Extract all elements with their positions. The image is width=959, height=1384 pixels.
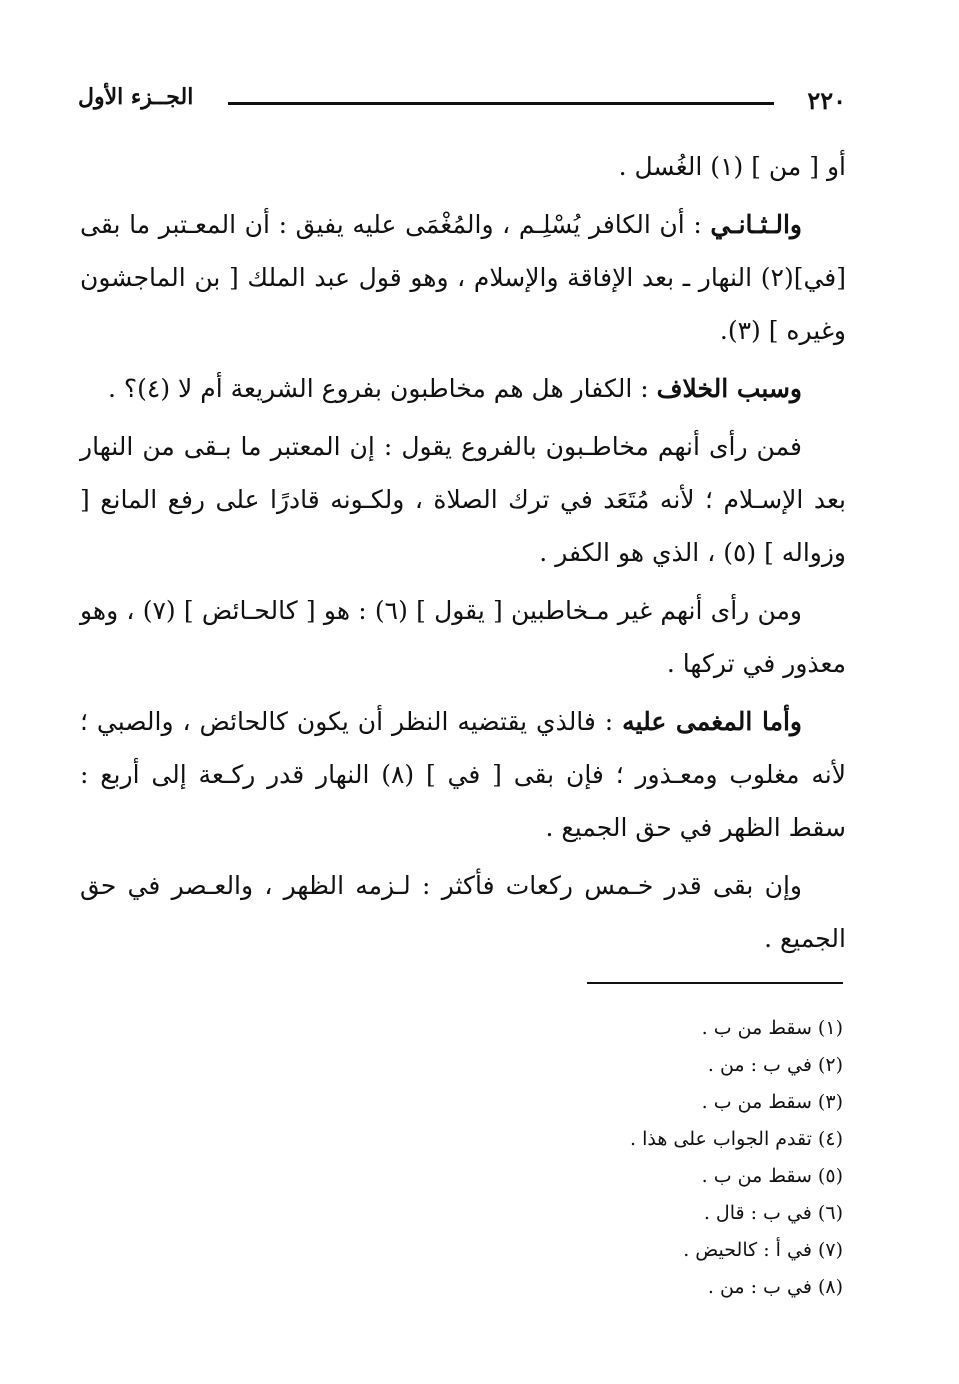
paragraph-lead: والـثـانـي <box>710 210 802 239</box>
paragraph-text: ومن رأى أنهم غير مـخاطبين [ يقول ] (٦) : هو [ كالحـائض ] (٧) ، وهو معذور في تركها . <box>80 596 846 678</box>
paragraph <box>80 140 846 193</box>
footnote-item: (٣) سقط من ب . <box>701 1091 843 1113</box>
paragraph-lead: وأما المغمى عليه <box>622 707 802 736</box>
paragraph <box>80 198 846 357</box>
header-rule <box>228 102 774 105</box>
page-number: ٢٢٠ <box>807 86 846 115</box>
paragraph <box>80 695 846 854</box>
page-header <box>78 82 846 122</box>
footnote-item: (٢) في ب : من . <box>707 1054 843 1076</box>
paragraph-lead: وسبب الخلاف <box>656 374 802 403</box>
footnote-separator <box>587 982 843 984</box>
paragraph-text: : الكفار هل هم مخاطبون بفروع الشريعة أم لا (٤)؟ . <box>107 374 657 403</box>
footnote-item: (٦) في ب : قال . <box>703 1202 843 1224</box>
paragraph-text: : أن الكافر يُسْلِـم ، والمُغْمَى عليه يفيق : أن المعـتبر ما بقى [في](٢) النهار ـ بعد الإفاقة والإسلام ، وهو قول عبد الملك [ بن الماجشون وغيره ] (٣). <box>80 210 846 345</box>
paragraph-text: وإن بقى قدر خـمس ركعات فأكثر : لـزمه الظهر ، والعـصر في حق الجميع . <box>80 871 846 953</box>
main-text <box>80 140 846 970</box>
paragraph-text: : فالذي يقتضيه النظر أن يكون كالحائض ، والصبي ؛ لأنه مغلوب ومعـذور ؛ فإن بقى [ في ] (٨) النهار قدر ركـعة إلى أربع : سقط الظهر في حق الجميع . <box>80 707 846 842</box>
paragraph-text: فمن رأى أنهم مخاطـبون بالفروع يقول : إن المعتبر ما بـقى من النهار بعد الإسـلام ؛ لأنه مُتَعَد في ترك الصلاة ، ولكـونه قادرًا على رفع المانع [ وزواله ] (٥) ، الذي هو الكفر . <box>80 432 846 567</box>
footnote-item: (٨) في ب : من . <box>707 1276 843 1298</box>
footnotes <box>443 1010 843 1306</box>
paragraph-text: أو [ من ] (١) الغُسل . <box>618 152 846 181</box>
paragraph <box>80 584 846 690</box>
footnote-item: (٤) تقدم الجواب على هذا . <box>630 1128 843 1150</box>
paragraph <box>80 362 846 415</box>
footnote-item: (٥) سقط من ب . <box>701 1165 843 1187</box>
footnote-item: (١) سقط من ب . <box>701 1017 843 1039</box>
paragraph <box>80 420 846 579</box>
footnote-item: (٧) في أ : كالحيض . <box>683 1239 843 1261</box>
running-title: الجــزء الأول <box>78 84 194 110</box>
paragraph <box>80 859 846 965</box>
